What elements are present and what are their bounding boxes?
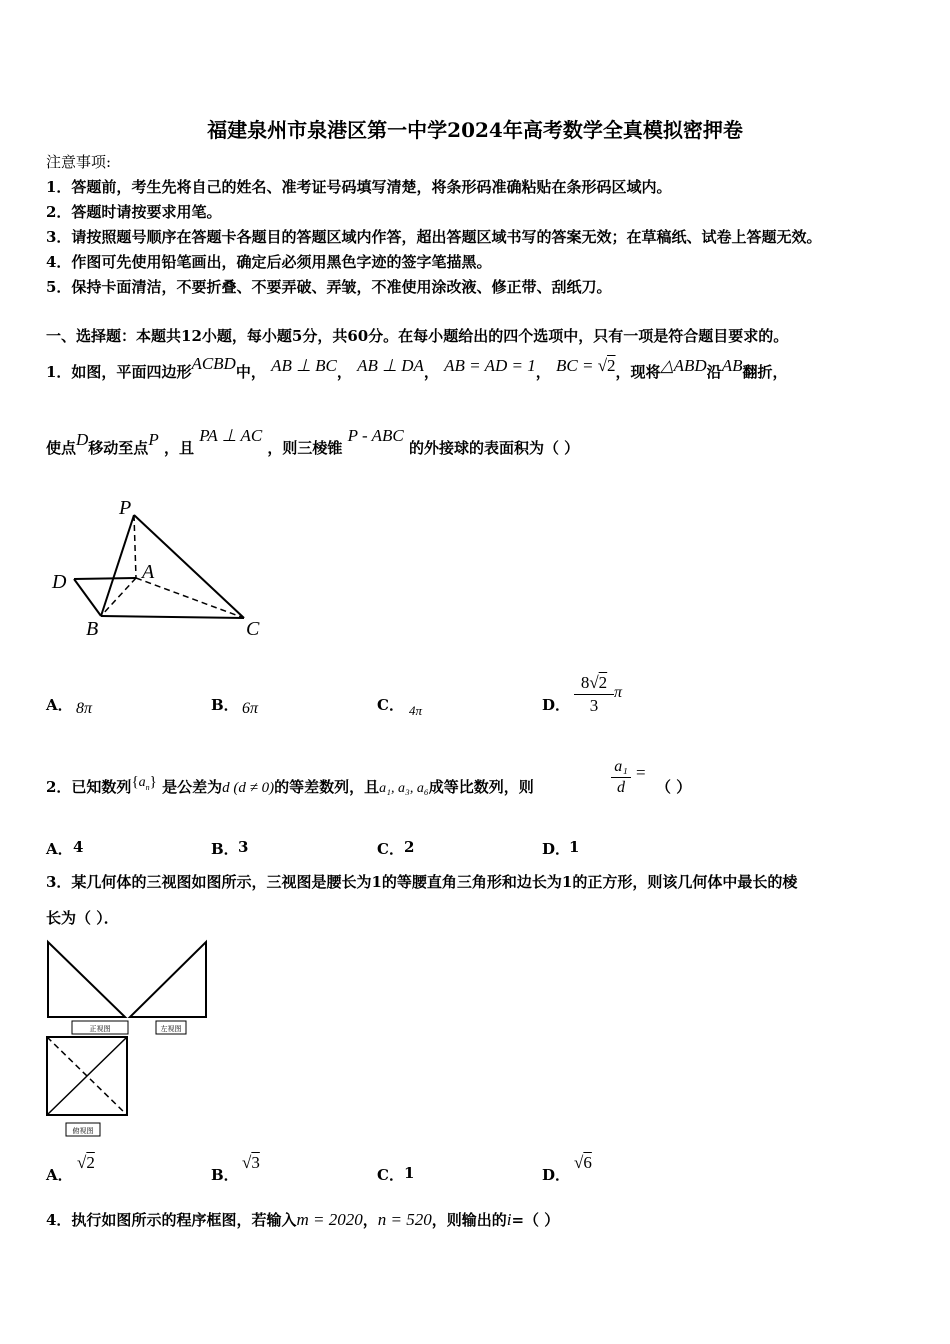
question-1-stem-cont: 使点D移动至点P ，且 PA ⊥ AC ，则三棱锥 P - ABC 的外接球的表面积为（ ） [46,426,580,457]
option-label: B． [211,1166,239,1184]
notice-item: 3．请按照题号顺序在答题卡各题目的答题区域内作答，超出答题区域书写的答案无效；在草稿纸、试卷上答题无效。 [46,228,822,246]
option-label: C． [377,1166,404,1184]
side-view-triangle [130,942,206,1017]
edge-pb [101,515,134,616]
question-1-stem: 1．如图，平面四边形ACBD中， AB ⊥ BC， AB ⊥ DA， AB = AD = 1， BC = √2，现将△ABD沿AB翻折， [46,354,788,381]
notice-heading: 注意事项: [46,153,112,171]
edge-pa [134,515,136,578]
option-pi: π [614,684,623,701]
tetrahedron-figure [46,492,276,642]
option-value: √2 [77,1153,95,1172]
option-value: 6π [242,700,259,717]
label-d: D [52,571,67,593]
option-label: C． [377,840,404,858]
edge-bc [101,616,244,618]
section-heading: 一、选择题：本题共12小题，每小题5分，共60分。在每小题给出的四个选项中，只有一项是符合题目要求的。 [46,327,789,345]
option-label: B． [211,840,239,858]
three-view-figure [44,938,214,1140]
option-value: 1 [404,1164,415,1182]
option-label: A． [46,696,73,714]
answer-blank: （ ） [656,778,692,796]
option-label: B． [211,696,239,714]
option-value: 4 [73,838,84,856]
fraction-8root2-over-3: 8√2 3 [574,672,614,717]
front-view-label: 正视图 [89,1025,111,1033]
option-label: C． [377,696,404,714]
notice-item: 4．作图可先使用铅笔画出，确定后必须用黑色字迹的签字笔描黑。 [46,253,492,271]
option-value: 4π [409,703,423,718]
edge-ac [136,578,244,618]
notice-item: 2．答题时请按要求用笔。 [46,203,222,221]
question-3-stem-cont: 长为（ ）． [46,909,119,927]
top-view-label: 俯视图 [72,1127,94,1135]
label-c: C [246,618,260,640]
notice-item: 5．保持卡面清洁，不要折叠、不要弄破、弄皱，不准使用涂改液、修正带、刮纸刀。 [46,278,612,296]
question-3-stem: 3．某几何体的三视图如图所示，三视图是腰长为1的等腰直角三角形和边长为1的正方形，则该几何体中最长的棱 [46,873,798,891]
option-label: D． [542,840,571,858]
label-a: A [142,561,155,583]
page-title: 福建泉州市泉港区第一中学2024年高考数学全真模拟密押卷 [207,118,743,142]
option-value: 1 [569,838,580,856]
option-label: A． [46,840,73,858]
option-label: D． [542,1166,571,1184]
question-2-stem: 2．已知数列$\{a_n\}$ 是公差为d (d ≠ 0)的等差数列，且a₁, a₃, a₆成等比数列，则 [46,774,534,796]
front-view-triangle [48,942,125,1017]
question-4-stem: 4．执行如图所示的程序框图，若输入m = 2020，n = 520，则输出的i=（ ） [46,1210,560,1229]
notice-item: 1．答题前，考生先将自己的姓名、准考证号码填写清楚，将条形码准确粘贴在条形码区域内。 [46,178,672,196]
edge-da [74,578,136,579]
option-label: A． [46,1166,73,1184]
equals-sign: = [636,763,646,782]
option-value: 8π [76,700,93,717]
option-value: 3 [238,838,249,856]
option-value: √3 [242,1153,260,1172]
fraction-a1-over-d: a₁ d [611,757,631,798]
side-view-label: 左视图 [160,1025,182,1033]
option-label: D． [542,696,571,714]
label-b: B [86,618,99,640]
option-value: 2 [404,838,415,856]
label-p: P [119,497,132,519]
edge-db [74,579,101,616]
option-value: √6 [574,1153,592,1172]
